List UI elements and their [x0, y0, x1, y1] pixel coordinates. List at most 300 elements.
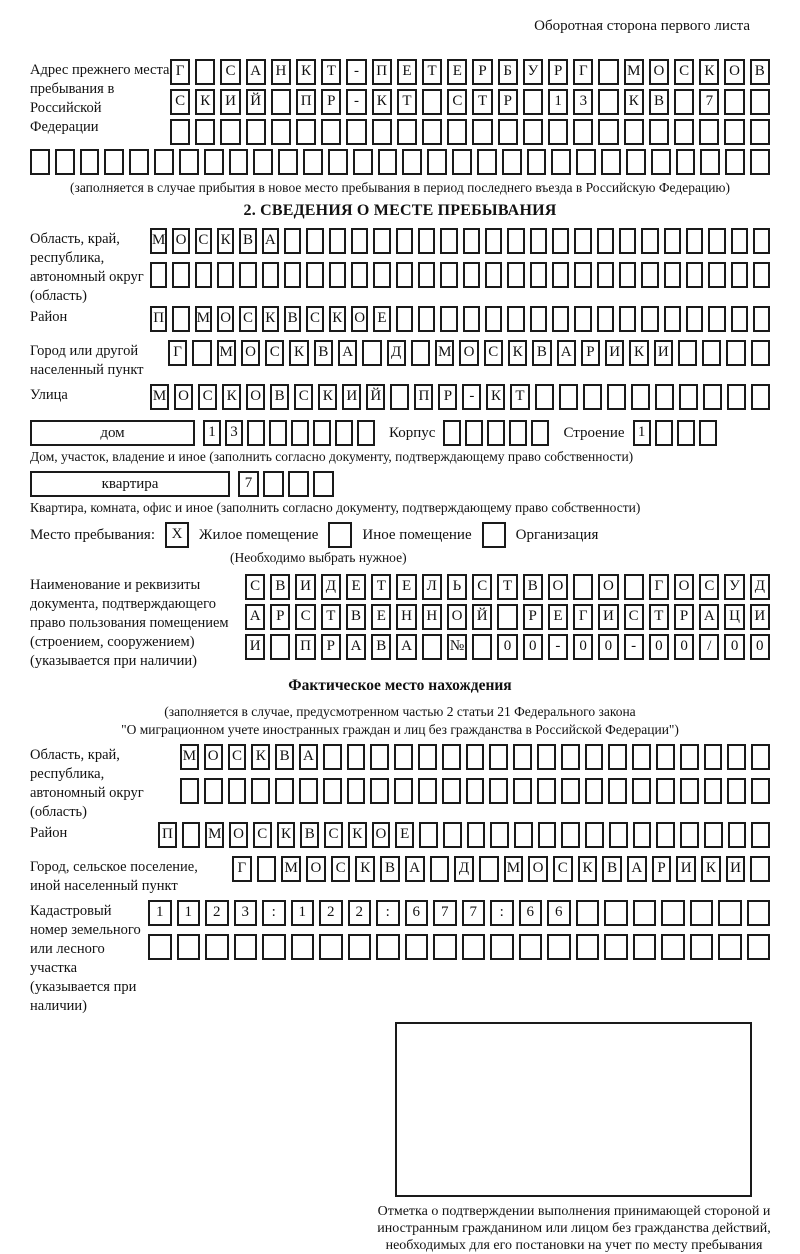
char-cell[interactable] — [573, 574, 593, 600]
char-cell[interactable] — [507, 262, 524, 288]
char-cell[interactable] — [347, 744, 366, 770]
char-cell[interactable] — [296, 119, 316, 145]
char-cell[interactable] — [731, 306, 748, 332]
char-cell[interactable] — [204, 778, 223, 804]
char-cell[interactable]: И — [245, 634, 265, 660]
char-cell[interactable]: М — [150, 228, 167, 254]
char-cell[interactable]: Д — [321, 574, 341, 600]
char-cell[interactable] — [727, 778, 746, 804]
char-cell[interactable]: Г — [573, 604, 593, 630]
char-cell[interactable] — [751, 778, 770, 804]
char-cell[interactable] — [239, 262, 256, 288]
char-cell[interactable]: Т — [371, 574, 391, 600]
char-cell[interactable] — [551, 149, 571, 175]
char-cell[interactable] — [699, 420, 717, 446]
char-cell[interactable] — [604, 900, 628, 926]
char-cell[interactable] — [574, 306, 591, 332]
char-cell[interactable]: 3 — [225, 420, 243, 446]
char-cell[interactable] — [319, 934, 343, 960]
char-cell[interactable] — [703, 384, 722, 410]
char-cell[interactable]: 1 — [148, 900, 172, 926]
char-cell[interactable]: - — [624, 634, 644, 660]
char-cell[interactable]: А — [396, 634, 416, 660]
char-cell[interactable]: О — [649, 59, 669, 85]
char-cell[interactable]: В — [523, 574, 543, 600]
char-cell[interactable] — [466, 778, 485, 804]
char-cell[interactable] — [390, 384, 409, 410]
char-cell[interactable] — [378, 149, 398, 175]
char-cell[interactable]: А — [405, 856, 425, 882]
char-cell[interactable] — [195, 262, 212, 288]
char-cell[interactable] — [323, 744, 342, 770]
char-cell[interactable] — [751, 384, 770, 410]
char-cell[interactable] — [30, 149, 50, 175]
char-cell[interactable]: Ц — [724, 604, 744, 630]
char-cell[interactable] — [608, 744, 627, 770]
char-cell[interactable]: Г — [232, 856, 252, 882]
char-cell[interactable] — [271, 119, 291, 145]
char-cell[interactable] — [678, 340, 697, 366]
char-cell[interactable] — [373, 228, 390, 254]
char-cell[interactable] — [619, 228, 636, 254]
char-cell[interactable] — [597, 262, 614, 288]
char-cell[interactable] — [728, 822, 747, 848]
char-cell[interactable] — [507, 228, 524, 254]
char-cell[interactable] — [548, 119, 568, 145]
char-cell[interactable] — [253, 149, 273, 175]
char-cell[interactable] — [751, 744, 770, 770]
char-cell[interactable] — [397, 119, 417, 145]
char-cell[interactable] — [573, 119, 593, 145]
char-cell[interactable] — [129, 149, 149, 175]
char-cell[interactable]: О — [548, 574, 568, 600]
char-cell[interactable]: Р — [321, 634, 341, 660]
char-cell[interactable]: Р — [548, 59, 568, 85]
char-cell[interactable]: Б — [498, 59, 518, 85]
char-cell[interactable]: О — [172, 228, 189, 254]
char-cell[interactable] — [299, 778, 318, 804]
char-cell[interactable] — [251, 778, 270, 804]
char-cell[interactable]: С — [472, 574, 492, 600]
char-cell[interactable] — [422, 119, 442, 145]
char-cell[interactable]: А — [299, 744, 318, 770]
char-cell[interactable] — [513, 744, 532, 770]
char-cell[interactable] — [535, 384, 554, 410]
char-cell[interactable]: С — [484, 340, 503, 366]
char-cell[interactable] — [411, 340, 430, 366]
char-cell[interactable] — [624, 574, 644, 600]
char-cell[interactable] — [347, 778, 366, 804]
char-cell[interactable] — [269, 420, 287, 446]
char-cell[interactable]: К — [372, 89, 392, 115]
char-cell[interactable] — [204, 149, 224, 175]
char-cell[interactable]: Е — [548, 604, 568, 630]
char-cell[interactable]: В — [602, 856, 622, 882]
char-cell[interactable] — [561, 822, 580, 848]
char-cell[interactable] — [348, 934, 372, 960]
char-cell[interactable] — [750, 119, 770, 145]
char-cell[interactable] — [633, 900, 657, 926]
char-cell[interactable] — [574, 262, 591, 288]
char-cell[interactable]: О — [229, 822, 248, 848]
char-cell[interactable] — [479, 856, 499, 882]
char-cell[interactable]: М — [624, 59, 644, 85]
char-cell[interactable]: С — [624, 604, 644, 630]
char-cell[interactable] — [619, 262, 636, 288]
char-cell[interactable] — [427, 149, 447, 175]
char-cell[interactable] — [607, 384, 626, 410]
char-cell[interactable]: Р — [652, 856, 672, 882]
char-cell[interactable] — [372, 119, 392, 145]
char-cell[interactable] — [680, 744, 699, 770]
char-cell[interactable]: 0 — [523, 634, 543, 660]
char-cell[interactable] — [641, 306, 658, 332]
char-cell[interactable] — [552, 262, 569, 288]
char-cell[interactable]: С — [674, 59, 694, 85]
char-cell[interactable]: 7 — [462, 900, 486, 926]
char-cell[interactable] — [608, 778, 627, 804]
char-cell[interactable] — [632, 744, 651, 770]
char-cell[interactable] — [262, 262, 279, 288]
char-cell[interactable] — [626, 149, 646, 175]
char-cell[interactable]: Т — [321, 59, 341, 85]
char-cell[interactable]: Й — [246, 89, 266, 115]
char-cell[interactable] — [430, 856, 450, 882]
char-cell[interactable]: В — [346, 604, 366, 630]
char-cell[interactable]: С — [306, 306, 323, 332]
char-cell[interactable] — [220, 119, 240, 145]
char-cell[interactable]: 7 — [699, 89, 719, 115]
char-cell[interactable]: № — [447, 634, 467, 660]
char-cell[interactable] — [724, 89, 744, 115]
char-cell[interactable]: И — [295, 574, 315, 600]
char-cell[interactable] — [699, 119, 719, 145]
char-cell[interactable]: С — [295, 604, 315, 630]
char-cell[interactable] — [727, 384, 746, 410]
char-cell[interactable]: Г — [573, 59, 593, 85]
char-cell[interactable] — [452, 149, 472, 175]
char-cell[interactable] — [433, 934, 457, 960]
char-cell[interactable]: 3 — [573, 89, 593, 115]
char-cell[interactable] — [604, 934, 628, 960]
char-cell[interactable] — [530, 306, 547, 332]
char-cell[interactable]: Е — [395, 822, 414, 848]
char-cell[interactable] — [552, 306, 569, 332]
char-cell[interactable]: В — [275, 744, 294, 770]
char-cell[interactable] — [489, 778, 508, 804]
char-cell[interactable]: Г — [649, 574, 669, 600]
char-cell[interactable] — [655, 420, 673, 446]
char-cell[interactable] — [686, 262, 703, 288]
char-cell[interactable] — [422, 89, 442, 115]
char-cell[interactable]: С — [220, 59, 240, 85]
char-cell[interactable] — [718, 900, 742, 926]
char-cell[interactable] — [323, 778, 342, 804]
char-cell[interactable] — [422, 634, 442, 660]
char-cell[interactable] — [656, 778, 675, 804]
char-cell[interactable] — [664, 262, 681, 288]
char-cell[interactable] — [195, 119, 215, 145]
char-cell[interactable]: О — [724, 59, 744, 85]
char-cell[interactable] — [576, 900, 600, 926]
char-cell[interactable] — [485, 228, 502, 254]
char-cell[interactable] — [195, 59, 215, 85]
char-cell[interactable] — [704, 744, 723, 770]
char-cell[interactable] — [442, 744, 461, 770]
char-cell[interactable]: Н — [422, 604, 442, 630]
char-cell[interactable] — [686, 306, 703, 332]
char-cell[interactable]: М — [150, 384, 169, 410]
char-cell[interactable]: 0 — [497, 634, 517, 660]
char-cell[interactable] — [507, 306, 524, 332]
char-cell[interactable]: : — [376, 900, 400, 926]
char-cell[interactable] — [288, 471, 309, 497]
char-cell[interactable]: К — [624, 89, 644, 115]
char-cell[interactable] — [676, 149, 696, 175]
char-cell[interactable]: А — [627, 856, 647, 882]
char-cell[interactable] — [370, 778, 389, 804]
char-cell[interactable] — [485, 306, 502, 332]
char-cell[interactable] — [519, 934, 543, 960]
char-cell[interactable]: С — [253, 822, 272, 848]
char-cell[interactable]: 1 — [548, 89, 568, 115]
char-cell[interactable]: Р — [472, 59, 492, 85]
char-cell[interactable]: Е — [396, 574, 416, 600]
char-cell[interactable]: 1 — [177, 900, 201, 926]
char-cell[interactable]: Й — [366, 384, 385, 410]
char-cell[interactable]: В — [270, 574, 290, 600]
char-cell[interactable]: 2 — [348, 900, 372, 926]
char-cell[interactable]: И — [676, 856, 696, 882]
char-cell[interactable] — [229, 149, 249, 175]
char-cell[interactable] — [351, 262, 368, 288]
char-cell[interactable] — [649, 119, 669, 145]
char-cell[interactable]: П — [150, 306, 167, 332]
char-cell[interactable] — [655, 384, 674, 410]
char-cell[interactable]: К — [508, 340, 527, 366]
char-cell[interactable]: Д — [750, 574, 770, 600]
char-cell[interactable]: 0 — [649, 634, 669, 660]
char-cell[interactable] — [651, 149, 671, 175]
char-cell[interactable] — [291, 934, 315, 960]
char-cell[interactable] — [271, 89, 291, 115]
char-cell[interactable] — [179, 149, 199, 175]
char-cell[interactable] — [442, 778, 461, 804]
char-cell[interactable] — [419, 822, 438, 848]
char-cell[interactable] — [661, 900, 685, 926]
char-cell[interactable] — [523, 89, 543, 115]
char-cell[interactable]: Ь — [447, 574, 467, 600]
char-cell[interactable]: 0 — [598, 634, 618, 660]
char-cell[interactable]: Г — [170, 59, 190, 85]
char-cell[interactable] — [148, 934, 172, 960]
char-cell[interactable] — [485, 262, 502, 288]
char-cell[interactable] — [329, 262, 346, 288]
char-cell[interactable] — [487, 420, 505, 446]
char-cell[interactable] — [527, 149, 547, 175]
char-cell[interactable] — [552, 228, 569, 254]
char-cell[interactable] — [597, 228, 614, 254]
char-cell[interactable]: - — [346, 89, 366, 115]
char-cell[interactable] — [680, 778, 699, 804]
char-cell[interactable] — [303, 149, 323, 175]
char-cell[interactable]: Т — [510, 384, 529, 410]
char-cell[interactable] — [690, 934, 714, 960]
char-cell[interactable] — [753, 228, 770, 254]
char-cell[interactable] — [674, 89, 694, 115]
char-cell[interactable] — [154, 149, 174, 175]
char-cell[interactable]: И — [654, 340, 673, 366]
char-cell[interactable] — [530, 228, 547, 254]
char-cell[interactable] — [727, 744, 746, 770]
char-cell[interactable] — [246, 119, 266, 145]
char-cell[interactable] — [747, 934, 771, 960]
char-cell[interactable] — [353, 149, 373, 175]
char-cell[interactable] — [633, 934, 657, 960]
char-cell[interactable]: 2 — [205, 900, 229, 926]
char-cell[interactable] — [597, 306, 614, 332]
char-cell[interactable]: К — [296, 59, 316, 85]
char-cell[interactable] — [561, 778, 580, 804]
char-cell[interactable]: К — [217, 228, 234, 254]
char-cell[interactable] — [585, 744, 604, 770]
char-cell[interactable]: А — [346, 634, 366, 660]
char-cell[interactable] — [576, 149, 596, 175]
char-cell[interactable] — [370, 744, 389, 770]
char-cell[interactable]: П — [158, 822, 177, 848]
char-cell[interactable] — [228, 778, 247, 804]
char-cell[interactable] — [538, 822, 557, 848]
char-cell[interactable] — [192, 340, 211, 366]
char-cell[interactable] — [731, 262, 748, 288]
char-cell[interactable] — [321, 119, 341, 145]
char-cell[interactable]: С — [195, 228, 212, 254]
char-cell[interactable]: К — [195, 89, 215, 115]
char-cell[interactable]: К — [277, 822, 296, 848]
char-cell[interactable]: С — [198, 384, 217, 410]
char-cell[interactable] — [750, 149, 770, 175]
char-cell[interactable]: 7 — [433, 900, 457, 926]
char-cell[interactable]: 7 — [238, 471, 259, 497]
char-cell[interactable] — [641, 228, 658, 254]
char-cell[interactable]: Д — [387, 340, 406, 366]
char-cell[interactable] — [373, 262, 390, 288]
char-cell[interactable] — [376, 934, 400, 960]
char-cell[interactable] — [182, 822, 201, 848]
char-cell[interactable] — [598, 119, 618, 145]
char-cell[interactable]: О — [528, 856, 548, 882]
char-cell[interactable]: О — [447, 604, 467, 630]
char-cell[interactable]: В — [371, 634, 391, 660]
char-cell[interactable] — [490, 934, 514, 960]
char-cell[interactable] — [346, 119, 366, 145]
char-cell[interactable] — [632, 778, 651, 804]
char-cell[interactable] — [291, 420, 309, 446]
char-cell[interactable] — [641, 262, 658, 288]
char-cell[interactable] — [664, 228, 681, 254]
char-cell[interactable]: Т — [422, 59, 442, 85]
char-cell[interactable] — [497, 604, 517, 630]
char-cell[interactable] — [661, 934, 685, 960]
char-cell[interactable] — [718, 934, 742, 960]
apartment-type-box[interactable]: квартира — [30, 471, 230, 497]
char-cell[interactable] — [619, 306, 636, 332]
char-cell[interactable]: Т — [649, 604, 669, 630]
char-cell[interactable]: Е — [373, 306, 390, 332]
char-cell[interactable] — [172, 306, 189, 332]
char-cell[interactable] — [576, 934, 600, 960]
char-cell[interactable]: Р — [438, 384, 457, 410]
char-cell[interactable]: У — [724, 574, 744, 600]
char-cell[interactable]: Н — [396, 604, 416, 630]
char-cell[interactable]: К — [318, 384, 337, 410]
char-cell[interactable]: М — [205, 822, 224, 848]
char-cell[interactable] — [585, 778, 604, 804]
char-cell[interactable] — [463, 262, 480, 288]
char-cell[interactable] — [247, 420, 265, 446]
char-cell[interactable]: : — [490, 900, 514, 926]
char-cell[interactable] — [700, 149, 720, 175]
char-cell[interactable] — [284, 228, 301, 254]
char-cell[interactable] — [329, 228, 346, 254]
char-cell[interactable]: - — [346, 59, 366, 85]
char-cell[interactable] — [708, 306, 725, 332]
char-cell[interactable] — [731, 228, 748, 254]
char-cell[interactable] — [396, 228, 413, 254]
char-cell[interactable] — [362, 340, 381, 366]
char-cell[interactable]: М — [217, 340, 236, 366]
char-cell[interactable] — [502, 149, 522, 175]
char-cell[interactable]: К — [699, 59, 719, 85]
char-cell[interactable]: В — [649, 89, 669, 115]
char-cell[interactable] — [656, 744, 675, 770]
char-cell[interactable]: И — [726, 856, 746, 882]
char-cell[interactable] — [418, 744, 437, 770]
char-cell[interactable]: В — [270, 384, 289, 410]
char-cell[interactable]: И — [598, 604, 618, 630]
char-cell[interactable]: Е — [397, 59, 417, 85]
char-cell[interactable]: К — [629, 340, 648, 366]
char-cell[interactable]: К — [355, 856, 375, 882]
char-cell[interactable]: С — [228, 744, 247, 770]
char-cell[interactable] — [440, 228, 457, 254]
char-cell[interactable] — [724, 119, 744, 145]
char-cell[interactable] — [585, 822, 604, 848]
char-cell[interactable]: О — [459, 340, 478, 366]
char-cell[interactable] — [609, 822, 628, 848]
char-cell[interactable]: М — [281, 856, 301, 882]
char-cell[interactable]: 6 — [519, 900, 543, 926]
char-cell[interactable] — [180, 778, 199, 804]
char-cell[interactable] — [418, 778, 437, 804]
char-cell[interactable]: Р — [321, 89, 341, 115]
char-cell[interactable]: О — [204, 744, 223, 770]
char-cell[interactable] — [463, 306, 480, 332]
char-cell[interactable]: Н — [271, 59, 291, 85]
char-cell[interactable]: У — [523, 59, 543, 85]
char-cell[interactable]: С — [245, 574, 265, 600]
char-cell[interactable]: П — [372, 59, 392, 85]
char-cell[interactable] — [702, 340, 721, 366]
char-cell[interactable]: С — [324, 822, 343, 848]
char-cell[interactable] — [217, 262, 234, 288]
char-cell[interactable] — [631, 384, 650, 410]
char-cell[interactable]: К — [701, 856, 721, 882]
char-cell[interactable]: Р — [270, 604, 290, 630]
char-cell[interactable] — [418, 228, 435, 254]
char-cell[interactable] — [306, 228, 323, 254]
char-cell[interactable] — [306, 262, 323, 288]
